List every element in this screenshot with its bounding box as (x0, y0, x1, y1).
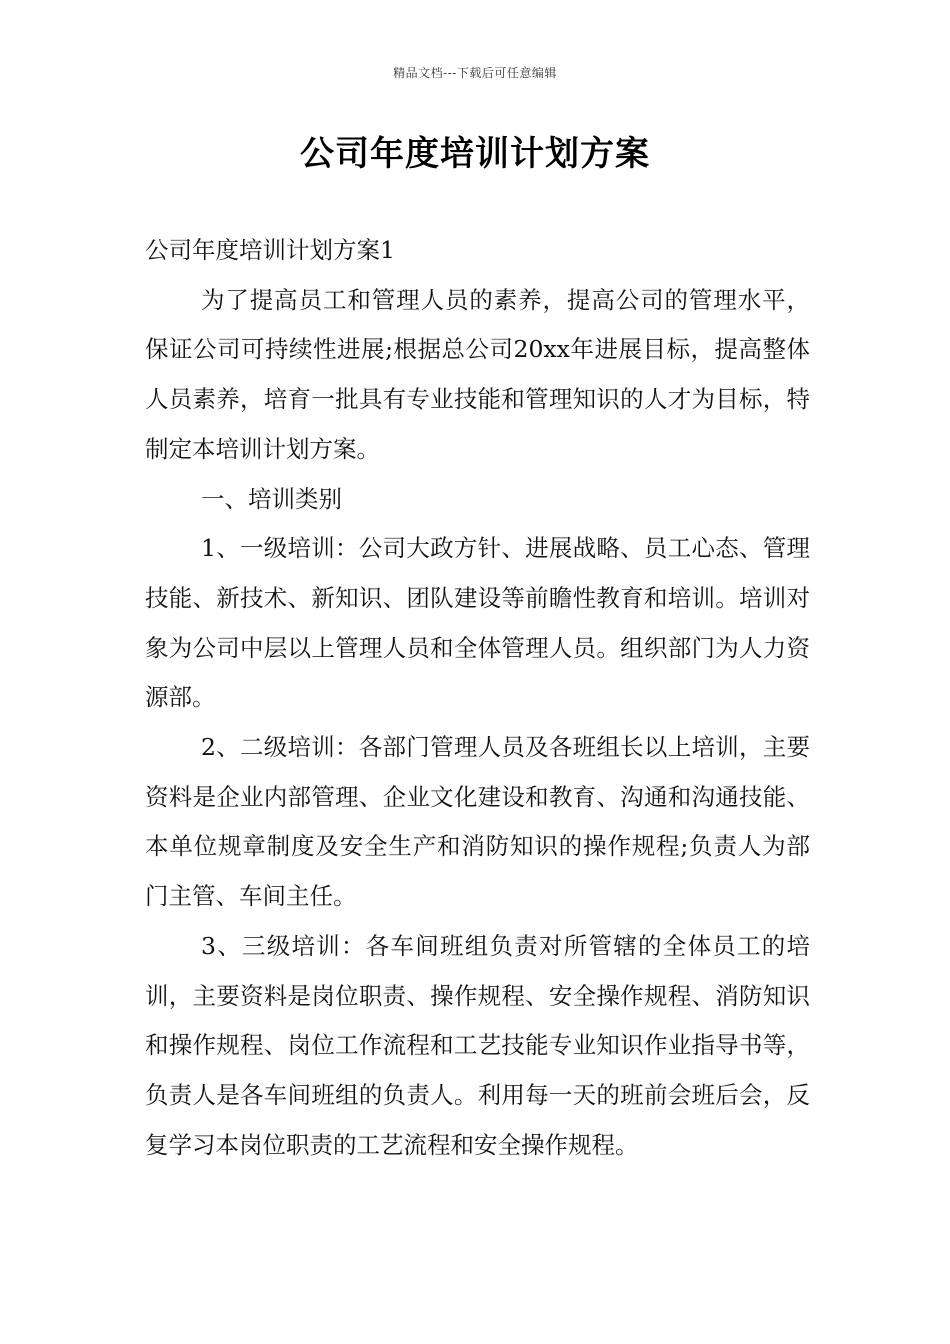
paragraph-level-one-training: 1、一级培训：公司大政方针、进展战略、员工心态、管理技能、新技术、新知识、团队建设等前瞻性教育和培训。培训对象为公司中层以上管理人员和全体管理人员。组织部门为人力资源部。 (145, 534, 810, 712)
page-title: 公司年度培训计划方案 (300, 134, 650, 174)
section-heading-training-categories: 一、培训类别 (201, 484, 342, 513)
paragraph-level-three-training: 3、三级培训：各车间班组负责对所管辖的全体员工的培训，主要资料是岗位职责、操作规程、安全操作规程、消防知识和操作规程、岗位工作流程和工艺技能专业知识作业指导书等，负责人是各车间班组的负责人。利用每一天的班前会班后会，反复学习本岗位职责的工艺流程和安全操作规程。 (145, 931, 810, 1159)
document-body (145, 226, 810, 1170)
section-subtitle: 公司年度培训计划方案1 (145, 236, 395, 264)
paragraph-level-two-training: 2、二级培训：各部门管理人员及各班组长以上培训，主要资料是企业内部管理、企业文化建设和教育、沟通和沟通技能、本单位规章制度及安全生产和消防知识的操作规程;负责人为部门主管、车间主任。 (145, 733, 810, 911)
header-watermark: 精品文档---下载后可任意编辑 (393, 66, 557, 80)
paragraph-intro: 为了提高员工和管理人员的素养，提高公司的管理水平，保证公司可持续性进展;根据总公司20xx年进展目标，提高整体人员素养，培育一批具有专业技能和管理知识的人才为目标，特制定本培训计划方案。 (145, 285, 810, 463)
